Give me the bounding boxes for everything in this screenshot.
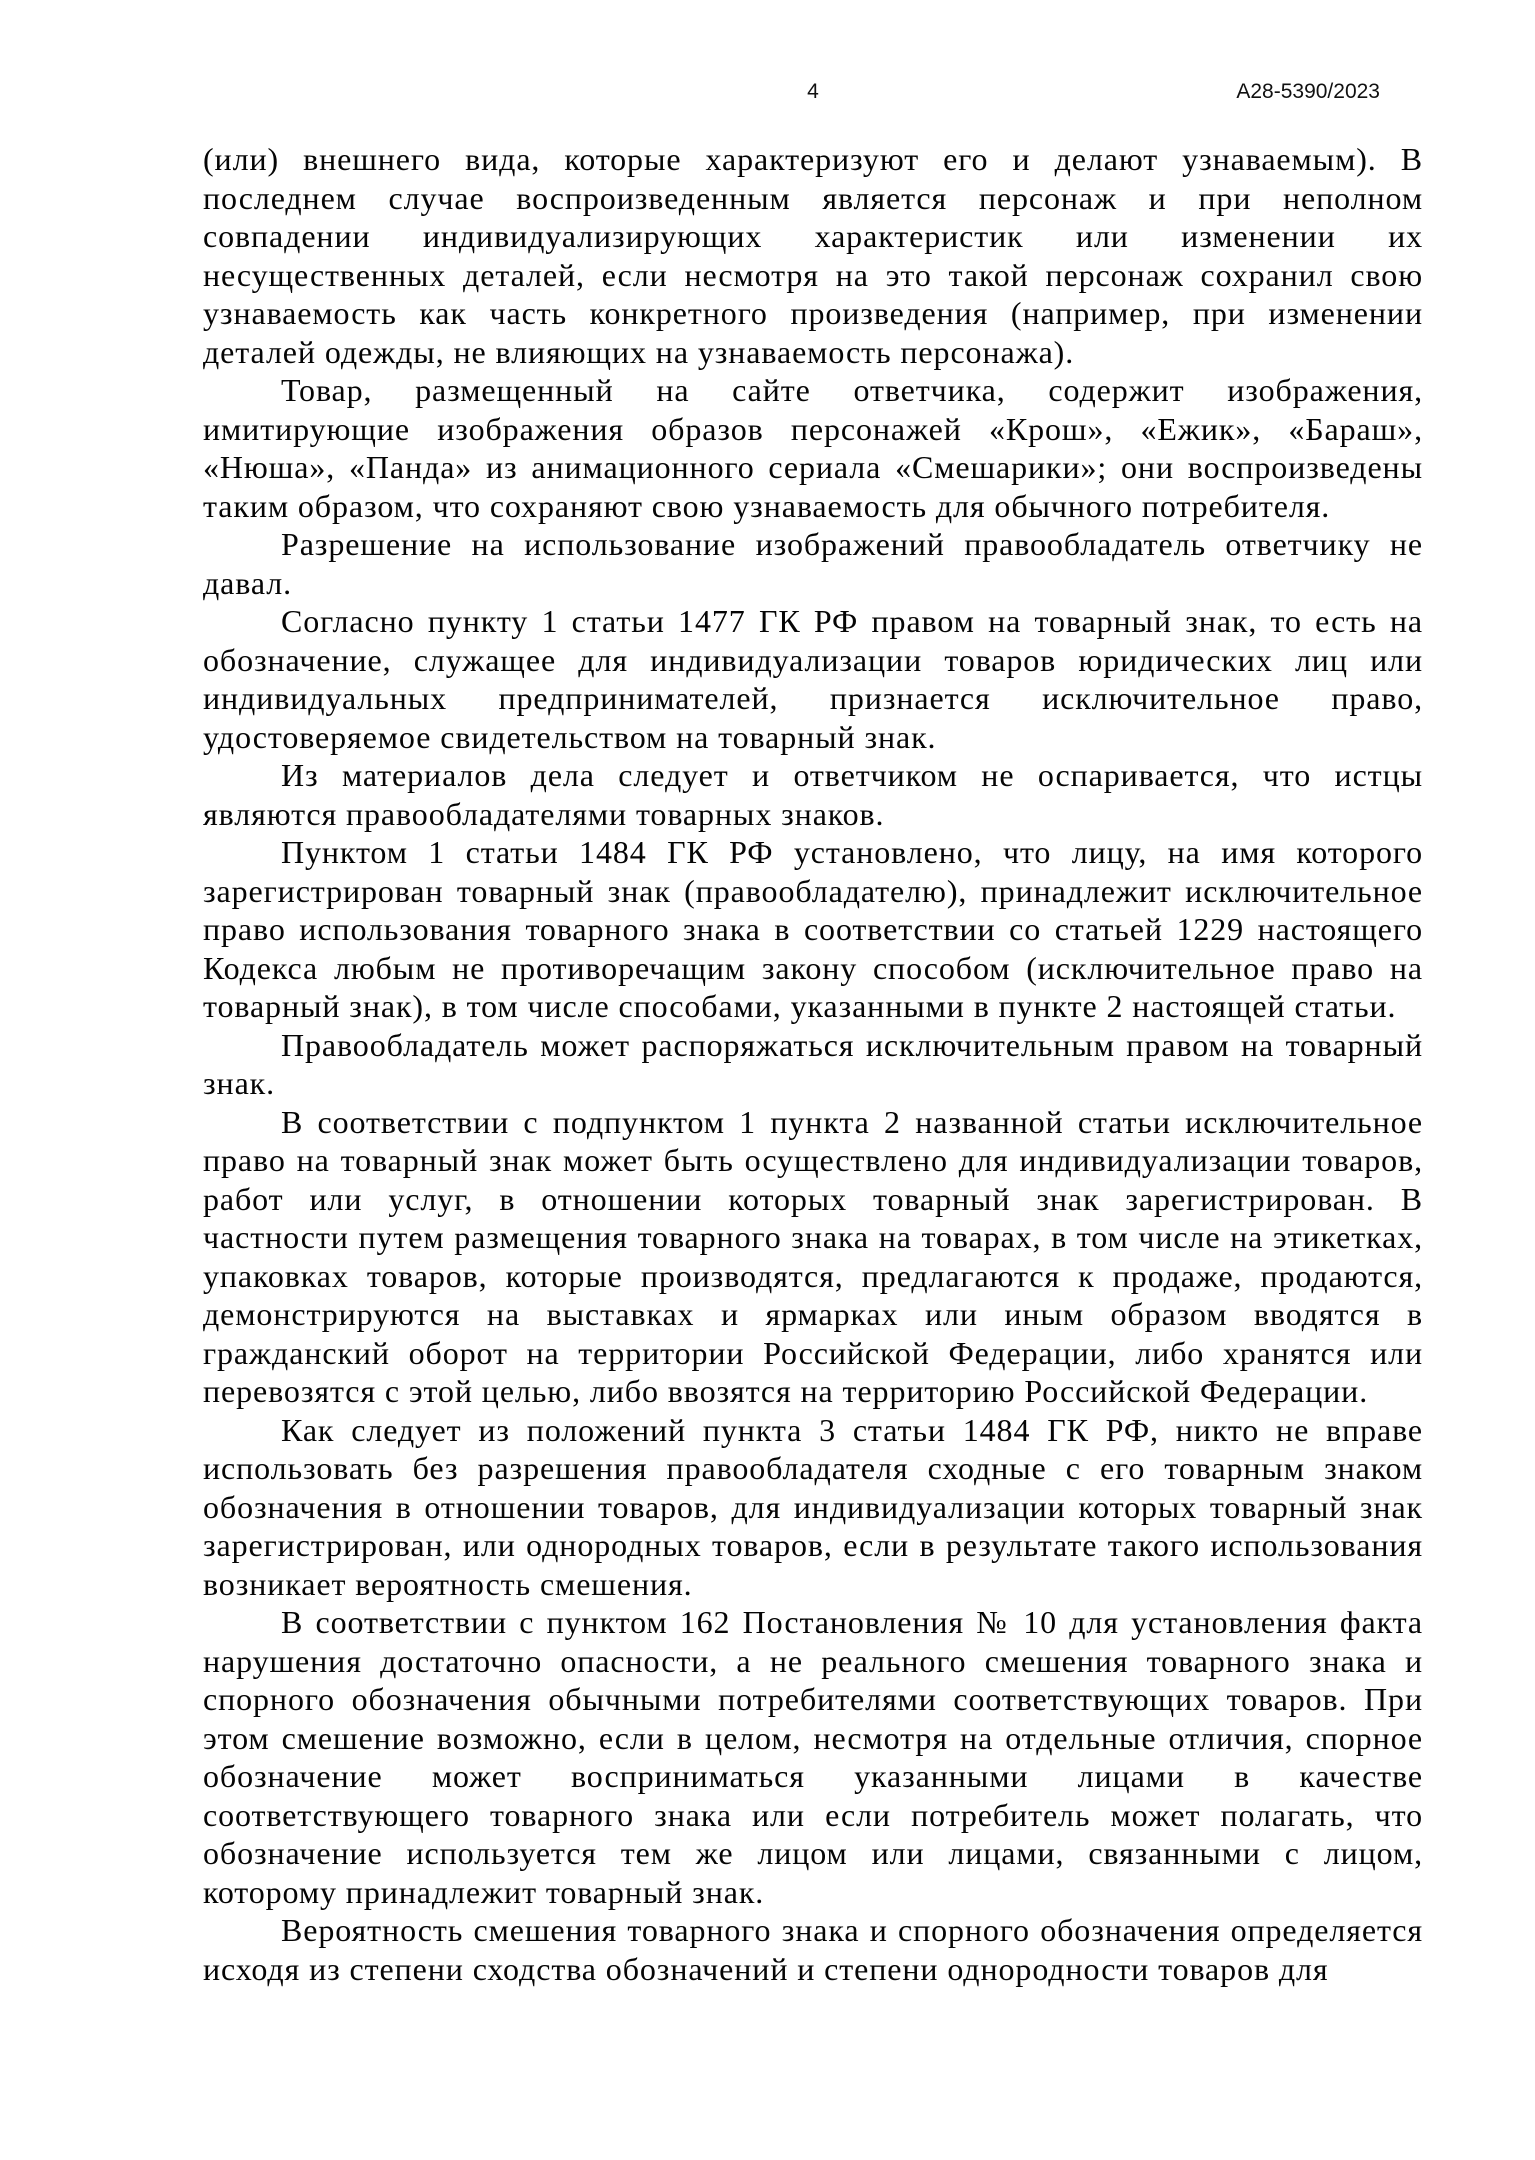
body-paragraph: (или) внешнего вида, которые характеризуют его и делают узнаваемым). В последнем случае воспроизведенным является персонаж и при неполном совпадении индивидуализирующих характеристик или изменении их несущественных деталей, если несмотря на это такой персонаж сохранил свою узнаваемость как часть конкретного произведения (например, при изменении деталей одежды, не влияющих на узнаваемость персонажа).: [203, 141, 1423, 370]
page-number: 4: [807, 80, 819, 103]
body-paragraph: Согласно пункту 1 статьи 1477 ГК РФ правом на товарный знак, то есть на обозначение, служащее для индивидуализации товаров юридических лиц или индивидуальных предпринимателей, признается исключительное право, удостоверяемое свидетельством на товарный знак.: [203, 603, 1423, 755]
body-paragraph: В соответствии с пунктом 162 Постановления № 10 для установления факта нарушения достаточно опасности, а не реального смешения товарного знака и спорного обозначения обычными потребителями соответствующих товаров. При этом смешение возможно, если в целом, несмотря на отдельные отличия, спорное обозначение может восприниматься указанными лицами в качестве соответствующего товарного знака или если потребитель может полагать, что обозначение используется тем же лицом или лицами, связанными с лицом, которому принадлежит товарный знак.: [203, 1604, 1423, 1910]
document-body: [203, 140, 1423, 1988]
body-paragraph: Разрешение на использование изображений правообладатель ответчику не давал.: [203, 526, 1423, 601]
case-number: А28-5390/2023: [1236, 80, 1380, 103]
body-paragraph: Как следует из положений пункта 3 статьи 1484 ГК РФ, никто не вправе использовать без разрешения правообладателя сходные с его товарным знаком обозначения в отношении товаров, для индивидуализации которых товарный знак зарегистрирован, или однородных товаров, если в результате такого использования возникает вероятность смешения.: [203, 1411, 1423, 1602]
page-header: [203, 80, 1423, 110]
body-paragraph: Из материалов дела следует и ответчиком не оспаривается, что истцы являются правообладателями товарных знаков.: [203, 757, 1423, 832]
body-paragraph: В соответствии с подпунктом 1 пункта 2 названной статьи исключительное право на товарный знак может быть осуществлено для индивидуализации товаров, работ или услуг, в отношении которых товарный знак зарегистрирован. В частности путем размещения товарного знака на товарах, в том числе на этикетках, упаковках товаров, которые производятся, предлагаются к продаже, продаются, демонстрируются на выставках и ярмарках или иным образом вводятся в гражданский оборот на территории Российской Федерации, либо хранятся или перевозятся с этой целью, либо ввозятся на территорию Российской Федерации.: [203, 1103, 1423, 1409]
body-paragraph: Правообладатель может распоряжаться исключительным правом на товарный знак.: [203, 1026, 1423, 1101]
body-paragraph: Вероятность смешения товарного знака и спорного обозначения определяется исходя из степени сходства обозначений и степени однородности товаров для: [203, 1912, 1423, 1987]
body-paragraph: Товар, размещенный на сайте ответчика, содержит изображения, имитирующие изображения образов персонажей «Крош», «Ежик», «Бараш», «Нюша», «Панда» из анимационного сериала «Смешарики»; они воспроизведены таким образом, что сохраняют свою узнаваемость для обычного потребителя.: [203, 372, 1423, 524]
body-paragraph: Пунктом 1 статьи 1484 ГК РФ установлено, что лицу, на имя которого зарегистрирован товарный знак (правообладателю), принадлежит исключительное право использования товарного знака в соответствии со статьей 1229 настоящего Кодекса любым не противоречащим закону способом (исключительное право на товарный знак), в том числе способами, указанными в пункте 2 настоящей статьи.: [203, 834, 1423, 1024]
